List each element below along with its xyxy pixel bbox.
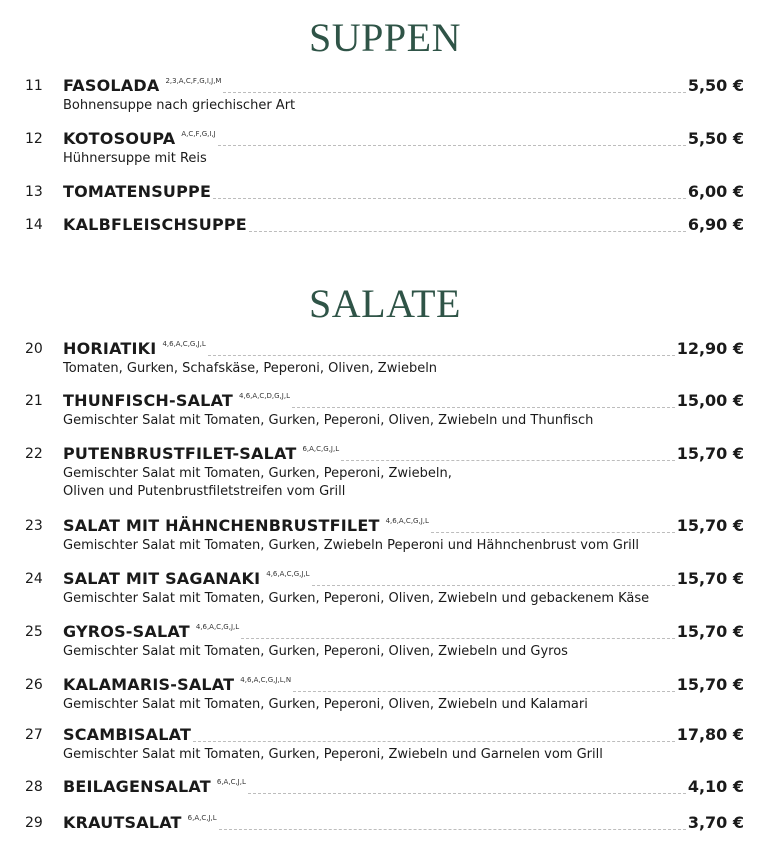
item-name: SCAMBISALAT	[63, 725, 192, 744]
item-name: SALAT MIT SAGANAKI	[63, 569, 261, 588]
dotted-leader	[248, 792, 686, 794]
allergen-codes: 6,A,C,J,L	[216, 778, 246, 786]
item-name: TOMATENSUPPE	[63, 182, 212, 201]
item-description: Gemischter Salat mit Tomaten, Gurken, Peperoni, Oliven, Zwiebeln und Gyros	[63, 644, 568, 659]
item-header	[63, 129, 744, 149]
allergen-codes: A,C,F,G,I,J	[181, 130, 216, 138]
item-number: 23	[25, 518, 43, 534]
item-price: 5,50 €	[687, 129, 744, 148]
item-number: 14	[25, 217, 43, 233]
item-name: FASOLADA	[63, 76, 160, 95]
item-number: 22	[25, 446, 43, 462]
item-price: 4,10 €	[687, 777, 744, 796]
dotted-leader	[193, 740, 675, 742]
item-number: 20	[25, 341, 43, 357]
section-title-suppen: SUPPEN	[309, 15, 461, 60]
item-number: 29	[25, 815, 43, 831]
dotted-leader	[218, 144, 686, 146]
item-header	[63, 215, 744, 235]
item-name: KOTOSOUPA	[63, 129, 176, 148]
item-price: 5,50 €	[687, 76, 744, 95]
allergen-codes: 6,A,C,J,L	[187, 814, 217, 822]
dotted-leader	[219, 828, 686, 830]
dotted-leader	[293, 690, 675, 692]
allergen-codes: 4,6,A,C,G,J,L	[162, 340, 206, 348]
item-price: 15,70 €	[676, 569, 744, 588]
item-header	[63, 622, 744, 642]
dotted-leader	[208, 354, 675, 356]
item-name: KRAUTSALAT	[63, 813, 182, 832]
item-price: 12,90 €	[676, 339, 744, 358]
item-price: 15,00 €	[676, 391, 744, 410]
item-name: KALAMARIS-SALAT	[63, 675, 235, 694]
item-header	[63, 339, 744, 359]
section-title-salate: SALATE	[309, 281, 461, 326]
item-name: KALBFLEISCHSUPPE	[63, 215, 247, 234]
item-header	[63, 813, 744, 833]
dotted-leader	[223, 91, 685, 93]
item-description: Gemischter Salat mit Tomaten, Gurken, Peperoni, Zwiebeln, Oliven und Putenbrustfiletstreifen vom Grill	[63, 466, 452, 499]
item-number: 11	[25, 78, 43, 94]
item-description: Tomaten, Gurken, Schafskäse, Peperoni, Oliven, Zwiebeln	[63, 361, 438, 376]
item-number: 25	[25, 624, 43, 640]
dotted-leader	[431, 531, 675, 533]
item-number: 27	[25, 727, 43, 743]
item-header	[63, 725, 744, 745]
item-description: Bohnensuppe nach griechischer Art	[63, 98, 296, 113]
dotted-leader	[292, 406, 675, 408]
item-price: 15,70 €	[676, 516, 744, 535]
item-header	[63, 569, 744, 589]
item-description: Gemischter Salat mit Tomaten, Gurken, Peperoni, Zwiebeln und Garnelen vom Grill	[63, 747, 603, 762]
item-name: HORIATIKI	[63, 339, 157, 358]
item-name: GYROS-SALAT	[63, 622, 190, 641]
item-header	[63, 675, 744, 695]
item-description: Gemischter Salat mit Tomaten, Gurken, Peperoni, Oliven, Zwiebeln und Kalamari	[63, 697, 588, 712]
item-description: Gemischter Salat mit Tomaten, Gurken, Peperoni, Oliven, Zwiebeln und gebackenem Käse	[63, 591, 650, 606]
item-price: 17,80 €	[676, 725, 744, 744]
item-header	[63, 182, 744, 202]
dotted-leader	[312, 584, 675, 586]
item-name: THUNFISCH-SALAT	[63, 391, 234, 410]
item-header	[63, 391, 744, 411]
item-price: 3,70 €	[687, 813, 744, 832]
allergen-codes: 4,6,A,C,G,J,L	[195, 623, 240, 631]
allergen-codes: 4,6,A,C,D,G,J,L	[239, 392, 290, 400]
allergen-codes: 4,6,A,C,G,J,L	[266, 570, 310, 578]
item-number: 13	[25, 184, 43, 200]
allergen-codes: 6,A,C,G,J,L	[302, 445, 340, 453]
item-description: Gemischter Salat mit Tomaten, Gurken, Peperoni, Oliven, Zwiebeln und Thunfisch	[63, 413, 594, 428]
dotted-leader	[213, 197, 686, 199]
item-header	[63, 444, 744, 464]
dotted-leader	[249, 230, 686, 232]
item-number: 28	[25, 779, 43, 795]
item-price: 15,70 €	[676, 444, 744, 463]
item-price: 15,70 €	[676, 622, 744, 641]
item-number: 21	[25, 393, 43, 409]
item-description: Gemischter Salat mit Tomaten, Gurken, Zwiebeln Peperoni und Hähnchenbrust vom Grill	[63, 538, 639, 553]
item-number: 26	[25, 677, 43, 693]
item-name: BEILAGENSALAT	[63, 777, 211, 796]
item-name: PUTENBRUSTFILET-SALAT	[63, 444, 297, 463]
item-number: 12	[25, 131, 43, 147]
item-number: 24	[25, 571, 43, 587]
item-price: 6,00 €	[687, 182, 744, 201]
dotted-leader	[341, 459, 675, 461]
item-header	[63, 76, 744, 96]
item-description: Hühnersuppe mit Reis	[63, 151, 207, 166]
item-name: SALAT MIT HÄHNCHENBRUSTFILET	[63, 516, 380, 535]
allergen-codes: 2,3,A,C,F,G,I,J,M	[165, 77, 222, 85]
dotted-leader	[241, 637, 675, 639]
allergen-codes: 4,6,A,C,G,J,L	[385, 517, 429, 525]
item-header	[63, 516, 744, 536]
allergen-codes: 4,6,A,C,G,J,L,N	[240, 676, 292, 684]
item-price: 15,70 €	[676, 675, 744, 694]
item-header	[63, 777, 744, 797]
item-price: 6,90 €	[687, 215, 744, 234]
